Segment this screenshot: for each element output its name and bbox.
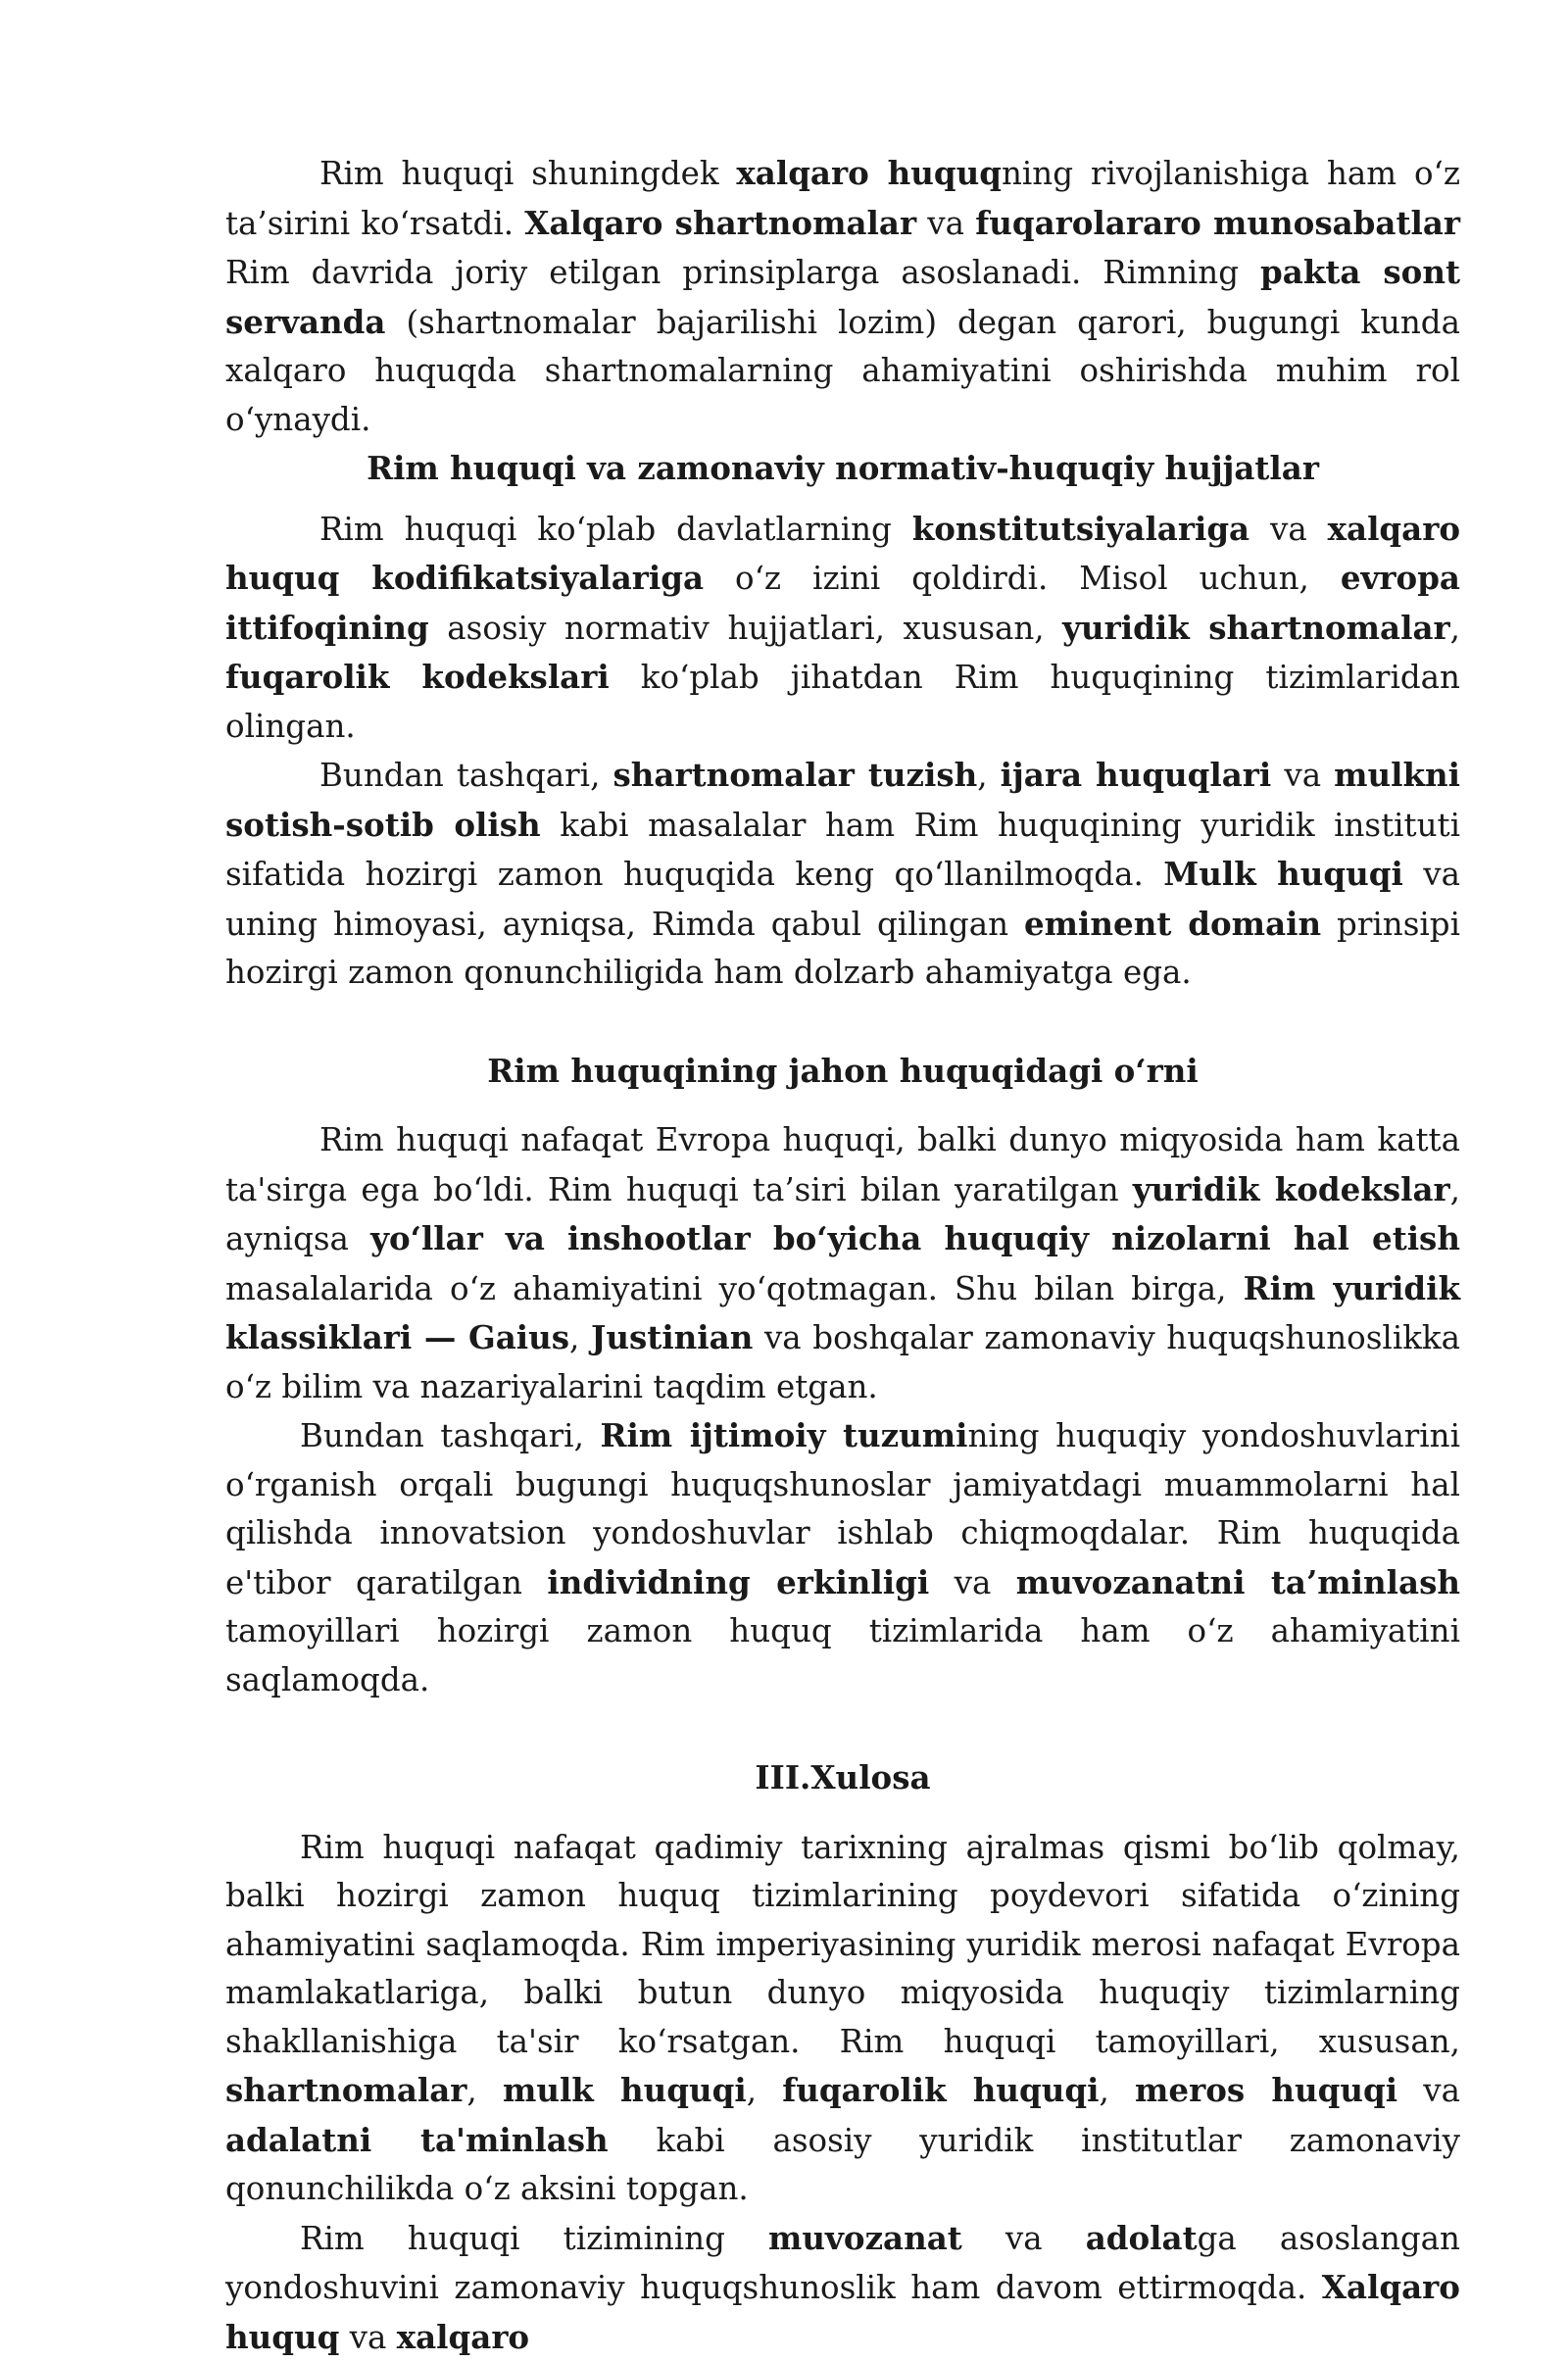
- bold-term: shartnomalar: [225, 2071, 466, 2109]
- text-run: , ayniqsa: [225, 1171, 1460, 1258]
- bold-term: muvozanat: [768, 2219, 962, 2257]
- text-run: Rim huquqi tizimining: [300, 2220, 768, 2257]
- text-run: Rim huquqi nafaqat Evropa huquqi, balki dunyo miqyosida ham katta ta'sirga ega bo‘ldi. Rim huquqi ta’siri bilan yaratilgan: [225, 1121, 1460, 1208]
- text-run: (shartnomalar bajarilishi lozim) degan qarori, bugungi kunda xalqaro huquqda shartnomalarning ahamiyatini oshirishda muhim rol o‘ynaydi.: [225, 304, 1460, 438]
- text-run: Rim davrida joriy etilgan prinsiplarga asoslanadi. Rimning: [225, 254, 1260, 291]
- paragraph-conclusion: [225, 1824, 1460, 2214]
- bold-term: adolat: [1086, 2219, 1198, 2257]
- text-run: ,: [1450, 610, 1460, 647]
- bold-term: fuqarolararo munosabatlar: [975, 204, 1460, 242]
- text-run: masalalarida o‘z ahamiyatini yo‘qotmagan. Shu bilan birga,: [225, 1270, 1244, 1307]
- bold-term: yuridik shartnomalar: [1062, 609, 1449, 647]
- paragraph-international-law: [225, 149, 1460, 444]
- bold-term: Rim ijtimoiy tuzumi: [600, 1416, 967, 1454]
- bold-term: eminent domain: [1024, 905, 1321, 943]
- text-run: o‘z izini qoldirdi. Misol uchun,: [704, 560, 1341, 597]
- text-run: Rim huquqi shuningdek: [319, 155, 736, 192]
- bold-term: adalatni ta'minlash: [225, 2121, 609, 2159]
- bold-term: Rim yuridik klassiklari — Gaius: [225, 1269, 1460, 1357]
- text-run: ,: [747, 2072, 783, 2109]
- bold-term: meros huquqi: [1135, 2071, 1397, 2109]
- section-heading-conclusion: III.Xulosa: [225, 1753, 1460, 1802]
- text-run: kabi asosiy yuridik institutlar zamonaviy qonunchilikda o‘z aksini topgan.: [225, 2122, 1460, 2208]
- paragraph-social-order: [225, 1411, 1460, 1704]
- text-run: va: [1271, 757, 1334, 794]
- text-run: prinsipi hozirgi zamon qonunchiligida ham dolzarb ahamiyatga ega.: [225, 906, 1460, 992]
- text-run: va: [962, 2220, 1086, 2257]
- bold-term: Justinian: [591, 1318, 753, 1356]
- text-run: va boshqalar zamonaviy huquqshunoslikka o‘z bilim va nazariyalarini taqdim etgan.: [225, 1319, 1460, 1405]
- bold-term: konstitutsiyalariga: [912, 510, 1250, 548]
- document-page: [225, 149, 1460, 2362]
- text-run: ,: [1099, 2072, 1135, 2109]
- text-run: ga asoslangan yondoshuvini zamonaviy huquqshunoslik ham davom ettirmoqda.: [225, 2220, 1460, 2307]
- text-run: tamoyillari hozirgi zamon huquq tizimlarida ham o‘z ahamiyatini saqlamoqda.: [225, 1612, 1460, 1698]
- text-run: ko‘plab jihatdan Rim huquqining tizimlaridan olingan.: [225, 659, 1460, 745]
- bold-term: xalqaro: [397, 2318, 529, 2356]
- text-run: Bundan tashqari,: [300, 1417, 600, 1454]
- paragraph-balance-justice: [225, 2214, 1460, 2362]
- bold-term: muvozanatni ta’minlash: [1016, 1563, 1460, 1601]
- bold-term: xalqaro huquq kodifikatsiyalariga: [225, 510, 1460, 598]
- text-run: Rim huquqi ko‘plab davlatlarning: [319, 511, 912, 548]
- bold-term: fuqarolik huquqi: [782, 2071, 1099, 2109]
- text-run: ,: [977, 757, 1000, 794]
- bold-term: fuqarolik kodekslari: [225, 658, 610, 696]
- bold-term: Xalqaro huquq: [225, 2268, 1460, 2356]
- paragraph-world-influence: [225, 1116, 1460, 1411]
- text-run: va: [1250, 511, 1328, 548]
- bold-term: shartnomalar tuzish: [612, 756, 977, 794]
- bold-term: mulkni sotish-sotib olish: [225, 756, 1460, 844]
- text-run: Bundan tashqari,: [319, 757, 612, 794]
- text-run: va: [916, 205, 975, 242]
- section-heading-world-law: Rim huquqining jahon huquqidagi o‘rni: [225, 1047, 1460, 1096]
- text-run: va uning himoyasi, ayniqsa, Rimda qabul qilingan: [225, 856, 1460, 943]
- bold-term: pakta sont servanda: [225, 253, 1460, 341]
- bold-term: yo‘llar va inshootlar bo‘yicha huquqiy nizolarni hal etish: [370, 1219, 1460, 1257]
- text-run: ning huquqiy yondoshuvlarini o‘rganish orqali bugungi huquqshunoslar jamiyatdagi muammolarni hal qilishda innovatsion yondoshuvlar ishlab chiqmoqdalar. Rim huquqida e'tibor qaratilgan: [225, 1417, 1460, 1601]
- bold-term: xalqaro huquq: [736, 154, 1002, 192]
- bold-term: ijara huquqlari: [1001, 756, 1272, 794]
- text-run: ning rivojlanishiga ham o‘z ta’sirini ko‘rsatdi.: [225, 155, 1460, 242]
- text-run: ,: [569, 1319, 591, 1356]
- bold-term: Mulk huquqi: [1163, 855, 1403, 893]
- bold-term: yuridik kodekslar: [1133, 1170, 1450, 1208]
- section-heading-normative-documents: Rim huquqi va zamonaviy normativ-huquqiy hujjatlar: [225, 444, 1460, 493]
- text-run: asosiy normativ hujjatlari, xususan,: [429, 610, 1062, 647]
- text-run: va: [339, 2319, 396, 2356]
- bold-term: evropa ittifoqining: [225, 559, 1460, 647]
- text-run: ,: [466, 2072, 503, 2109]
- text-run: Rim huquqi nafaqat qadimiy tarixning ajralmas qismi bo‘lib qolmay, balki hozirgi zamon huquq tizimlarining poydevori sifatida o‘zining ahamiyatini saqlamoqda. Rim imperiyasining yuridik merosi nafaqat Evropa mamlakatlariga, balki butun dunyo miqyosida huquqiy tizimlarning shakllanishiga ta'sir ko‘rsatgan. Rim huquqi tamoyillari, xususan,: [225, 1829, 1460, 2060]
- bold-term: Xalqaro shartnomalar: [524, 204, 916, 242]
- text-run: kabi masalalar ham Rim huquqining yuridik instituti sifatida hozirgi zamon huquqida keng qo‘llanilmoqda.: [225, 807, 1460, 894]
- bold-term: mulk huquqi: [503, 2071, 747, 2109]
- paragraph-contracts-property: [225, 751, 1460, 998]
- bold-term: individning erkinligi: [547, 1563, 929, 1601]
- text-run: va: [1397, 2072, 1460, 2109]
- paragraph-constitutions: [225, 505, 1460, 752]
- text-run: va: [929, 1564, 1016, 1601]
